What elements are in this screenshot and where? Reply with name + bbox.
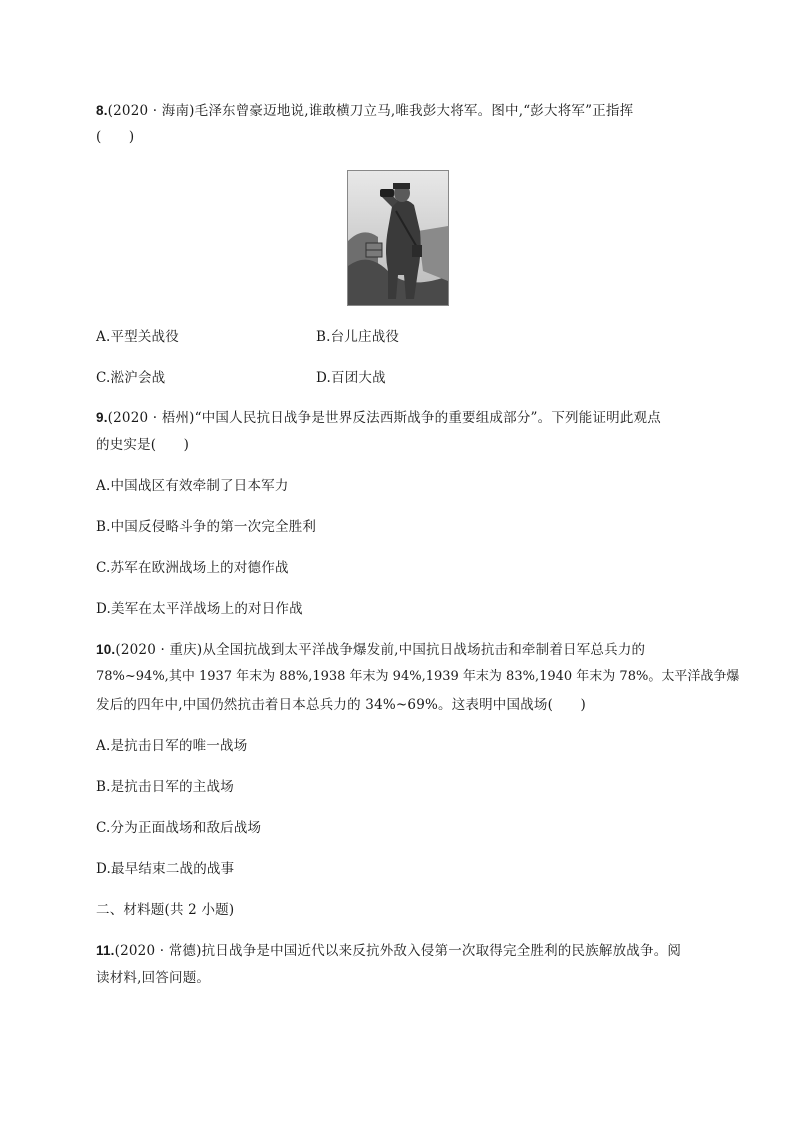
q10-stem-line2: 78%~94%,其中 1937 年末为 88%,1938 年末为 94%,1939 年末为 83%,1940 年末为 78%。太平洋战争爆 [96,669,740,684]
q11-number: 11. [96,943,115,958]
q9-stem-line1: 9.(2020 · 梧州)“中国人民抗日战争是世界反法西斯战争的重要组成部分”。下列能证明此观点 [96,410,661,426]
q8-number: 8. [96,103,108,118]
q10-stem-line1: 10.(2020 · 重庆)从全国抗战到太平洋战争爆发前,中国抗日战场抗击和牵制着日军总兵力的 [96,642,646,658]
q8-option-d[interactable]: D.百团大战 [316,370,386,386]
q9-option-c[interactable]: C.苏军在欧洲战场上的对德作战 [96,560,289,576]
q8-option-b[interactable]: B.台儿庄战役 [316,329,400,345]
q9-number: 9. [96,410,108,425]
q8-options-row1 [96,328,400,346]
q9-option-d[interactable]: D.美军在太平洋战场上的对日作战 [96,601,303,617]
q10-option-b[interactable]: B.是抗击日军的主战场 [96,779,234,795]
q11-stem-line2: 读材料,回答问题。 [96,970,211,986]
historical-photo-soldier-binoculars [347,170,449,306]
q10-stem-line3: 发后的四年中,中国仍然抗击着日本总兵力的 34%~69%。这表明中国战场( ) [96,697,586,713]
q10-option-c[interactable]: C.分为正面战场和敌后战场 [96,820,262,836]
q9-option-a[interactable]: A.中国战区有效牵制了日本军力 [96,478,289,494]
section-title-material-questions: 二、材料题(共 2 小题) [96,902,235,918]
q9-stem-line2: 的史实是( ) [96,437,190,453]
q10-number: 10. [96,642,116,657]
q10-option-d[interactable]: D.最早结束二战的战事 [96,861,235,877]
q9-option-b[interactable]: B.中国反侵略斗争的第一次完全胜利 [96,519,317,535]
q8-option-c[interactable]: C.淞沪会战 [96,370,166,386]
q8-stem-line1: 8.(2020 · 海南)毛泽东曾豪迈地说,谁敢横刀立马,唯我彭大将军。图中,“彭大将军”正指挥 [96,103,634,119]
q10-option-a[interactable]: A.是抗击日军的唯一战场 [96,738,248,754]
q8-options-row2 [96,369,386,387]
q8-stem-line2: ( ) [96,129,135,145]
q8-option-a[interactable]: A.平型关战役 [96,329,179,345]
q11-stem-line1: 11.(2020 · 常德)抗日战争是中国近代以来反抗外敌入侵第一次取得完全胜利的民族解放战争。阅 [96,943,682,959]
